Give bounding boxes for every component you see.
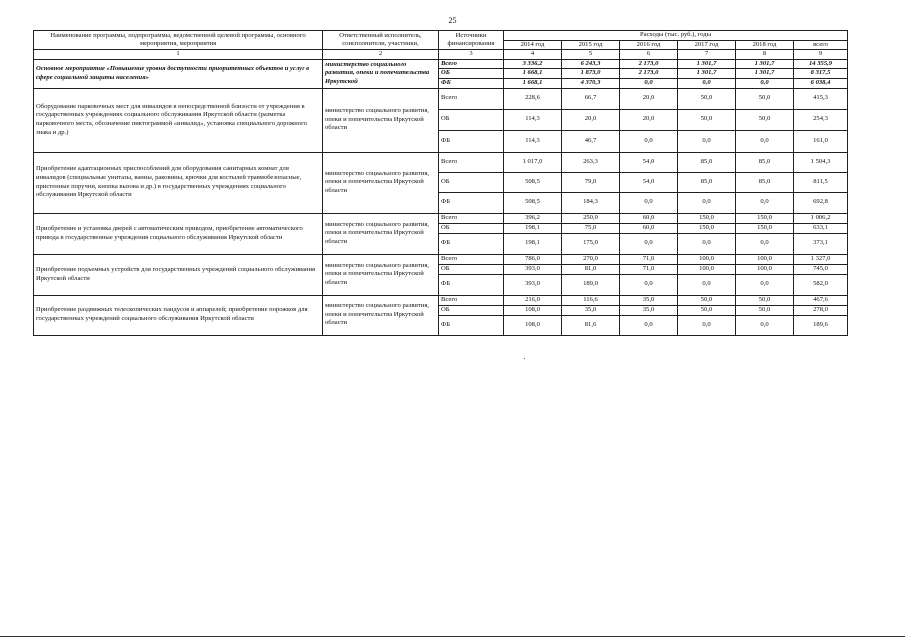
expense-value: 100,0 <box>736 254 794 264</box>
responsible-executor: министерство социального развития, опеки и попечительства Иркутской области <box>323 254 439 295</box>
expense-value: 50,0 <box>736 295 794 305</box>
expense-value: 0,0 <box>620 274 678 295</box>
table-row <box>34 254 848 264</box>
expense-value: 0,0 <box>736 78 794 88</box>
expense-value: 0,0 <box>620 315 678 335</box>
funding-source: ФБ <box>439 78 504 88</box>
expense-total: 1 006,2 <box>794 213 848 223</box>
expense-value: 85,0 <box>736 172 794 192</box>
header-year: 2017 год <box>678 40 736 50</box>
funding-source: Всего <box>439 254 504 264</box>
funding-source: Всего <box>439 88 504 109</box>
expense-value: 184,3 <box>562 192 620 213</box>
expense-value: 50,0 <box>678 295 736 305</box>
funding-source: ФБ <box>439 274 504 295</box>
expense-value: 150,0 <box>678 223 736 233</box>
expense-total: 811,5 <box>794 172 848 192</box>
expense-total: 467,6 <box>794 295 848 305</box>
expense-total: 189,6 <box>794 315 848 335</box>
expense-value: 175,0 <box>562 233 620 254</box>
expense-value: 1 017,0 <box>504 152 562 172</box>
expense-value: 0,0 <box>736 130 794 152</box>
expense-value: 54,0 <box>620 152 678 172</box>
column-number: 6 <box>620 50 678 60</box>
expense-value: 508,5 <box>504 192 562 213</box>
expense-value: 1 301,7 <box>736 59 794 69</box>
expense-value: 35,0 <box>562 305 620 315</box>
expense-value: 50,0 <box>678 305 736 315</box>
expense-value: 0,0 <box>736 192 794 213</box>
activity-name: Оборудование парковочных мест для инвалидов в непосредственной близости от учреждения в государственных учреждениях социального обслуживания Иркутской области (разметка парковочного места, обозначение пиктограммой «инвалид», установка специального дорожного знака и др.) <box>34 88 323 152</box>
expense-value: 60,0 <box>620 223 678 233</box>
expense-value: 114,3 <box>504 130 562 152</box>
expense-total: 373,1 <box>794 233 848 254</box>
expense-value: 46,7 <box>562 130 620 152</box>
expense-total: 633,1 <box>794 223 848 233</box>
expense-value: 0,0 <box>736 274 794 295</box>
expense-value: 0,0 <box>620 233 678 254</box>
expense-value: 1 301,7 <box>736 69 794 79</box>
expense-value: 35,0 <box>620 305 678 315</box>
expense-value: 0,0 <box>678 315 736 335</box>
expense-value: 20,0 <box>620 88 678 109</box>
expense-value: 198,1 <box>504 223 562 233</box>
funding-source: ФБ <box>439 315 504 335</box>
expense-value: 114,3 <box>504 109 562 130</box>
expense-value: 0,0 <box>736 315 794 335</box>
budget-table <box>33 30 848 336</box>
header-name-col: Наименование программы, подпрограммы, ведомственной целевой программы, основного мероприятия, мероприятия <box>34 31 323 50</box>
expense-value: 0,0 <box>620 78 678 88</box>
funding-source: ОБ <box>439 172 504 192</box>
expense-value: 85,0 <box>678 172 736 192</box>
expense-value: 35,0 <box>620 295 678 305</box>
activity-name: Приобретение адаптационных приспособлений для оборудования санитарных комнат для инвалидов (специальные унитазы, ванны, раковины, крючки для костылей травмобезопасные, пристенные поручни, кнопка вызова и др.) в государственных учреждениях социального обслуживания Иркутской области <box>34 152 323 213</box>
column-number: 7 <box>678 50 736 60</box>
expense-value: 250,0 <box>562 213 620 223</box>
expense-value: 0,0 <box>678 233 736 254</box>
expense-value: 393,0 <box>504 264 562 274</box>
header-total: всего <box>794 40 848 50</box>
activity-name: Приобретение раздвижных телескопических пандусов и аппарелей; приобретение порожков для государственных учреждений социального обслуживания Иркутской области <box>34 295 323 335</box>
expense-value: 50,0 <box>678 88 736 109</box>
expense-total: 14 355,9 <box>794 59 848 69</box>
funding-source: Всего <box>439 295 504 305</box>
funding-source: ОБ <box>439 109 504 130</box>
expense-total: 582,0 <box>794 274 848 295</box>
header-expenses: Расходы (тыс. руб.), годы <box>504 31 848 41</box>
funding-source: ОБ <box>439 305 504 315</box>
header-year: 2015 год <box>562 40 620 50</box>
expense-value: 1 668,1 <box>504 69 562 79</box>
expense-total: 161,0 <box>794 130 848 152</box>
expense-total: 6 038,4 <box>794 78 848 88</box>
column-number: 3 <box>439 50 504 60</box>
expense-value: 50,0 <box>736 305 794 315</box>
table-body <box>34 59 848 335</box>
expense-value: 66,7 <box>562 88 620 109</box>
expense-value: 20,0 <box>562 109 620 130</box>
expense-value: 150,0 <box>736 223 794 233</box>
funding-source: Всего <box>439 152 504 172</box>
funding-source: Всего <box>439 213 504 223</box>
expense-value: 2 173,0 <box>620 69 678 79</box>
expense-value: 1 301,7 <box>678 59 736 69</box>
expense-value: 1 873,0 <box>562 69 620 79</box>
expense-value: 116,6 <box>562 295 620 305</box>
funding-source: ОБ <box>439 69 504 79</box>
funding-source: ОБ <box>439 223 504 233</box>
column-number: 2 <box>323 50 439 60</box>
column-number: 9 <box>794 50 848 60</box>
expense-value: 0,0 <box>620 192 678 213</box>
expense-value: 0,0 <box>678 192 736 213</box>
expense-value: 198,1 <box>504 233 562 254</box>
expense-value: 228,6 <box>504 88 562 109</box>
funding-source: Всего <box>439 59 504 69</box>
expense-value: 100,0 <box>736 264 794 274</box>
expense-value: 100,0 <box>678 264 736 274</box>
column-number: 4 <box>504 50 562 60</box>
funding-source: ФБ <box>439 192 504 213</box>
funding-source: ФБ <box>439 130 504 152</box>
table-row <box>34 213 848 223</box>
expense-value: 189,0 <box>562 274 620 295</box>
expense-total: 278,0 <box>794 305 848 315</box>
expense-total: 254,3 <box>794 109 848 130</box>
expense-value: 150,0 <box>736 213 794 223</box>
table-row <box>34 88 848 109</box>
expense-value: 0,0 <box>678 78 736 88</box>
responsible-executor: министерство социального развития, опеки и попечительства Иркутской области <box>323 88 439 152</box>
expense-value: 396,2 <box>504 213 562 223</box>
expense-value: 54,0 <box>620 172 678 192</box>
expense-total: 692,8 <box>794 192 848 213</box>
activity-name: Приобретение и установка дверей с автоматическим приводом, приобретение автоматического привода в государственные учреждения социального обслуживания Иркутской области <box>34 213 323 254</box>
expense-value: 50,0 <box>736 109 794 130</box>
expense-value: 263,3 <box>562 152 620 172</box>
expense-value: 0,0 <box>678 130 736 152</box>
column-number: 8 <box>736 50 794 60</box>
responsible-executor: министерство социального развития, опеки и попечительства Иркутской области <box>323 295 439 335</box>
expense-value: 270,0 <box>562 254 620 264</box>
expense-value: 81,0 <box>562 264 620 274</box>
column-number: 1 <box>34 50 323 60</box>
expense-value: 71,0 <box>620 254 678 264</box>
table-row <box>34 59 848 69</box>
expense-total: 745,0 <box>794 264 848 274</box>
table-row <box>34 152 848 172</box>
responsible-executor: министерство социального развития, опеки и попечительства Иркутской области <box>323 152 439 213</box>
expense-value: 216,0 <box>504 295 562 305</box>
expense-value: 1 668,1 <box>504 78 562 88</box>
expense-total: 415,3 <box>794 88 848 109</box>
expense-total: 1 504,3 <box>794 152 848 172</box>
expense-value: 393,0 <box>504 274 562 295</box>
expense-value: 100,0 <box>678 254 736 264</box>
expense-value: 85,0 <box>736 152 794 172</box>
column-number: 5 <box>562 50 620 60</box>
expense-value: 508,5 <box>504 172 562 192</box>
expense-value: 4 370,3 <box>562 78 620 88</box>
responsible-executor: министерство социального развития, опеки и попечительства Иркутской <box>323 59 439 88</box>
expense-value: 0,0 <box>736 233 794 254</box>
header-src-col: Источники финансирования <box>439 31 504 50</box>
funding-source: ФБ <box>439 233 504 254</box>
expense-value: 0,0 <box>620 130 678 152</box>
expense-value: 150,0 <box>678 213 736 223</box>
header-year: 2018 год <box>736 40 794 50</box>
expense-total: 1 327,0 <box>794 254 848 264</box>
responsible-executor: министерство социального развития, опеки и попечительства Иркутской области <box>323 213 439 254</box>
table-header <box>34 31 848 60</box>
expense-value: 108,0 <box>504 305 562 315</box>
header-exec-col: Ответственный исполнитель, соисполнители, участники, <box>323 31 439 50</box>
header-year: 2016 год <box>620 40 678 50</box>
expense-value: 50,0 <box>736 88 794 109</box>
activity-name: Основное мероприятие «Повышение уровня доступности приоритетных объектов и услуг в сфере социальной защиты населения» <box>34 59 323 88</box>
funding-source: ОБ <box>439 264 504 274</box>
expense-value: 3 336,2 <box>504 59 562 69</box>
scan-speck <box>524 358 525 359</box>
expense-value: 60,0 <box>620 213 678 223</box>
expense-value: 85,0 <box>678 152 736 172</box>
expense-value: 81,6 <box>562 315 620 335</box>
expense-value: 75,0 <box>562 223 620 233</box>
expense-value: 1 301,7 <box>678 69 736 79</box>
expense-value: 108,0 <box>504 315 562 335</box>
header-year: 2014 год <box>504 40 562 50</box>
expense-value: 6 243,3 <box>562 59 620 69</box>
expense-value: 79,0 <box>562 172 620 192</box>
expense-value: 786,0 <box>504 254 562 264</box>
page-number: 25 <box>448 16 457 25</box>
expense-value: 71,0 <box>620 264 678 274</box>
activity-name: Приобретение подъемных устройств для государственных учреждений социального обслуживания Иркутской области <box>34 254 323 295</box>
expense-value: 50,0 <box>678 109 736 130</box>
expense-total: 8 317,5 <box>794 69 848 79</box>
expense-value: 20,0 <box>620 109 678 130</box>
expense-value: 0,0 <box>678 274 736 295</box>
expense-value: 2 173,0 <box>620 59 678 69</box>
table-row <box>34 295 848 305</box>
page-bottom-edge <box>0 636 905 637</box>
